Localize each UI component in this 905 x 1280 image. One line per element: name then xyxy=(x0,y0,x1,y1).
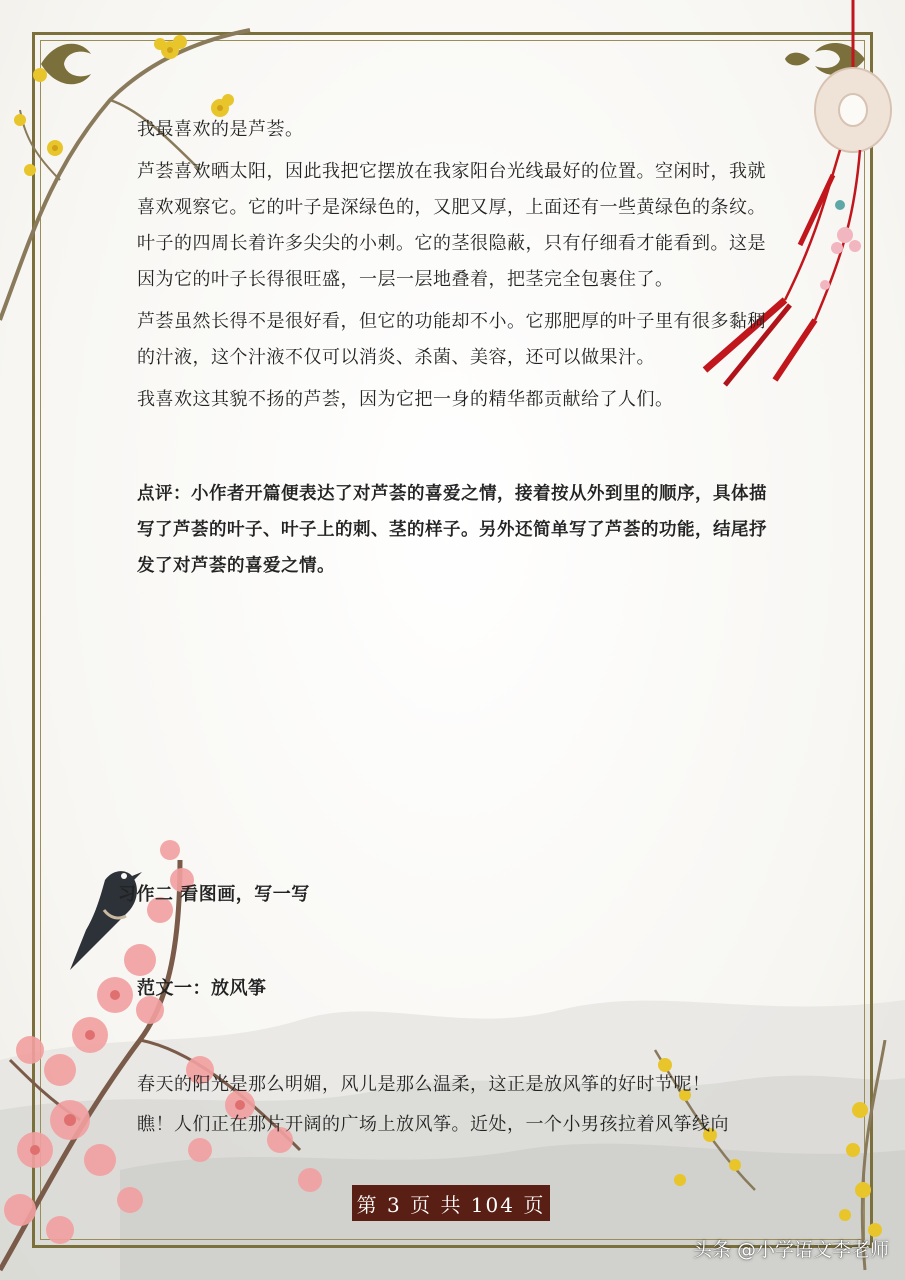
section-title: 习作二 看图画，写一写 xyxy=(118,884,310,905)
sample-line: 瞧！人们正在那片开阔的广场上放风筝。近处，一个小男孩拉着风筝线向 xyxy=(137,1114,729,1135)
sample-title: 范文一：放风筝 xyxy=(137,978,267,999)
sample-line: 春天的阳光是那么明媚，风儿是那么温柔，这正是放风筝的好时节呢！ xyxy=(137,1074,711,1095)
article-paragraph: 我最喜欢的是芦荟。 xyxy=(137,119,304,140)
watermark-text: 头条 @小学语文李老师 xyxy=(692,1239,889,1261)
article-paragraph: 芦荟虽然长得不是很好看，但它的功能却不小。它那肥厚的叶子里有很多黏稠的汁液，这个汁液不仅可以消炎、杀菌、美容，还可以做果汁。 xyxy=(137,311,766,368)
article-paragraph: 我喜欢这其貌不扬的芦荟，因为它把一身的精华都贡献给了人们。 xyxy=(137,389,674,410)
article-paragraph: 芦荟喜欢晒太阳，因此我把它摆放在我家阳台光线最好的位置。空闲时，我就喜欢观察它。它的叶子是深绿色的，又肥又厚，上面还有一些黄绿色的条纹。叶子的四周长着许多尖尖的小刺。它的茎很隐蔽，只有仔细看才能看到。这是因为它的叶子长得很旺盛，一层一层地叠着，把茎完全包裹住了。 xyxy=(137,161,766,290)
article-body xyxy=(137,112,777,584)
review-paragraph: 点评：小作者开篇便表达了对芦荟的喜爱之情，接着按从外到里的顺序，具体描写了芦荟的叶子、叶子上的刺、茎的样子。另外还简单写了芦荟的功能，结尾抒发了对芦荟的喜爱之情。 xyxy=(137,484,767,576)
sample-body xyxy=(137,1065,777,1145)
page-number-badge: 第 3 页 共 104 页 xyxy=(352,1185,550,1221)
